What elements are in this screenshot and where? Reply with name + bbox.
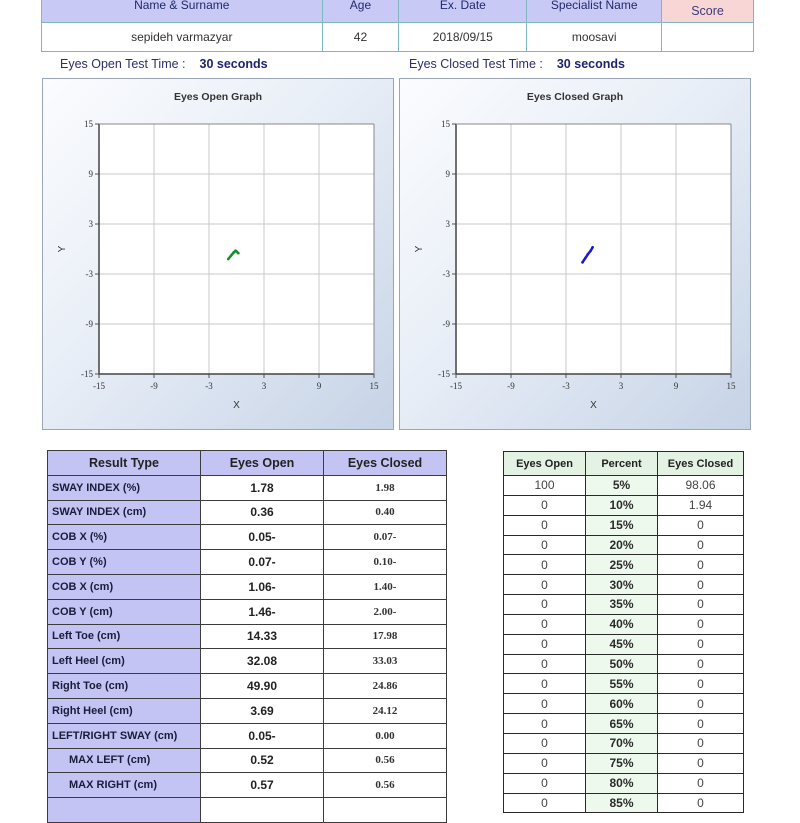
percent-eyes-closed-value: 0	[658, 555, 744, 575]
percent-eyes-closed-value: 1.94	[658, 495, 744, 515]
results-header-closed: Eyes Closed	[324, 451, 447, 476]
eyes-open-value	[201, 798, 324, 823]
x-tick-label: -9	[150, 381, 158, 391]
result-type-label: Right Toe (cm)	[48, 674, 201, 699]
percent-eyes-closed-value: 0	[658, 575, 744, 595]
eyes-closed-graph-panel	[399, 78, 751, 430]
results-row	[48, 500, 447, 525]
percent-row	[504, 793, 744, 813]
y-tick-label: -15	[438, 369, 450, 379]
percent-eyes-open-value: 0	[504, 733, 586, 753]
result-type-label: Left Heel (cm)	[48, 649, 201, 674]
eyes-open-graph-title: Eyes Open Graph	[173, 91, 263, 103]
percent-eyes-closed-value: 0	[658, 733, 744, 753]
results-header-row	[48, 451, 447, 476]
percent-value: 10%	[586, 495, 658, 515]
percent-eyes-closed-value: 0	[658, 674, 744, 694]
percent-eyes-open-value: 0	[504, 595, 586, 615]
results-row	[48, 748, 447, 773]
result-type-label: MAX RIGHT (cm)	[48, 773, 201, 798]
result-type-label: MAX LEFT (cm)	[48, 748, 201, 773]
sway-point	[235, 250, 238, 253]
percent-eyes-closed-value: 0	[658, 793, 744, 813]
eyes-open-value: 0.52	[201, 748, 324, 773]
percent-eyes-closed-value: 0	[658, 773, 744, 793]
eyes-closed-value: 1.98	[324, 475, 447, 500]
results-row	[48, 649, 447, 674]
header-name: Name & Surname	[42, 0, 323, 23]
percent-value: 70%	[586, 733, 658, 753]
percent-value: 20%	[586, 535, 658, 555]
eyes-open-graph	[43, 79, 395, 431]
specialist-name: moosavi	[527, 23, 662, 52]
y-tick-label: 3	[445, 219, 450, 229]
sway-point	[589, 249, 592, 252]
percent-row	[504, 773, 744, 793]
eyes-closed-graph-title: Eyes Closed Graph	[526, 91, 624, 103]
eyes-open-graph-panel	[42, 78, 394, 430]
percent-row	[504, 733, 744, 753]
plot-area	[99, 124, 374, 374]
percent-value: 5%	[586, 476, 658, 496]
eyes-open-value: 1.78	[201, 475, 324, 500]
eyes-closed-value: 17.98	[324, 624, 447, 649]
patient-info-table	[41, 0, 754, 52]
percent-value: 40%	[586, 614, 658, 634]
percent-header-percent: Percent	[586, 452, 658, 476]
x-tick-label: 3	[261, 381, 267, 391]
percent-eyes-open-value: 0	[504, 773, 586, 793]
eyes-closed-graph	[400, 79, 752, 431]
eyes-closed-value: 33.03	[324, 649, 447, 674]
x-tick-label: 15	[726, 381, 736, 391]
percent-eyes-closed-value: 0	[658, 535, 744, 555]
percent-row	[504, 535, 744, 555]
percent-value: 60%	[586, 694, 658, 714]
percent-eyes-closed-value: 0	[658, 614, 744, 634]
percent-row	[504, 634, 744, 654]
percent-eyes-open-value: 0	[504, 495, 586, 515]
eyes-open-value: 0.07-	[201, 550, 324, 575]
percent-eyes-open-value: 0	[504, 515, 586, 535]
header-score: Score	[662, 0, 754, 23]
y-tick-label: 9	[445, 169, 450, 179]
percent-value: 25%	[586, 555, 658, 575]
eyes-closed-value: 0.10-	[324, 550, 447, 575]
y-tick-label: -15	[81, 369, 93, 379]
percent-eyes-open-value: 0	[504, 714, 586, 734]
percent-row	[504, 515, 744, 535]
percent-row	[504, 753, 744, 773]
percent-header-row	[504, 452, 744, 476]
eyes-open-value: 0.36	[201, 500, 324, 525]
percent-row	[504, 694, 744, 714]
exam-date: 2018/09/15	[399, 23, 527, 52]
sway-point	[581, 261, 584, 264]
y-tick-label: -3	[442, 269, 450, 279]
sway-point	[587, 253, 590, 256]
x-tick-label: -15	[93, 381, 105, 391]
results-row	[48, 674, 447, 699]
y-tick-label: -9	[442, 319, 450, 329]
eyes-closed-value: 1.40-	[324, 574, 447, 599]
header-exam-date: Ex. Date	[399, 0, 527, 23]
eyes-open-value: 14.33	[201, 624, 324, 649]
percent-header-open: Eyes Open	[504, 452, 586, 476]
percent-value: 35%	[586, 595, 658, 615]
eyes-closed-test-time-label: Eyes Closed Test Time :	[409, 57, 543, 71]
percent-value: 55%	[586, 674, 658, 694]
results-row	[48, 525, 447, 550]
eyes-closed-value: 0.40	[324, 500, 447, 525]
eyes-open-value: 49.90	[201, 674, 324, 699]
percent-eyes-open-value: 0	[504, 614, 586, 634]
eyes-open-test-time-label: Eyes Open Test Time :	[60, 57, 186, 71]
result-type-label: COB X (cm)	[48, 574, 201, 599]
eyes-open-test-time-value: 30 seconds	[199, 57, 268, 71]
eyes-closed-value: 0.56	[324, 773, 447, 798]
percent-eyes-open-value: 0	[504, 793, 586, 813]
results-row	[48, 723, 447, 748]
result-type-label: COB X (%)	[48, 525, 201, 550]
percent-row	[504, 495, 744, 515]
percent-eyes-closed-value: 0	[658, 634, 744, 654]
eyes-open-value: 0.57	[201, 773, 324, 798]
results-row	[48, 550, 447, 575]
eyes-closed-value: 0.56	[324, 748, 447, 773]
percent-eyes-closed-value: 0	[658, 595, 744, 615]
result-type-label: Left Toe (cm)	[48, 624, 201, 649]
x-tick-label: -9	[507, 381, 515, 391]
percent-row	[504, 654, 744, 674]
plot-area	[456, 124, 731, 374]
percent-row	[504, 714, 744, 734]
percent-value: 30%	[586, 575, 658, 595]
x-tick-label: 3	[618, 381, 624, 391]
percent-row	[504, 674, 744, 694]
percent-value: 45%	[586, 634, 658, 654]
results-row	[48, 574, 447, 599]
header-age: Age	[322, 0, 399, 23]
eyes-open-value: 0.05-	[201, 525, 324, 550]
percent-value: 50%	[586, 654, 658, 674]
eyes-closed-value: 0.00	[324, 723, 447, 748]
eyes-open-value: 1.06-	[201, 574, 324, 599]
percent-eyes-open-value: 0	[504, 694, 586, 714]
percent-eyes-closed-value: 0	[658, 694, 744, 714]
y-tick-label: -9	[85, 319, 93, 329]
percent-eyes-closed-value: 0	[658, 753, 744, 773]
percent-row	[504, 555, 744, 575]
y-axis-label: Y	[57, 245, 68, 253]
percent-eyes-closed-value: 0	[658, 654, 744, 674]
x-tick-label: -15	[450, 381, 462, 391]
percent-eyes-open-value: 0	[504, 753, 586, 773]
results-row	[48, 698, 447, 723]
eyes-closed-test-time-value: 30 seconds	[556, 57, 625, 71]
percent-eyes-closed-value: 0	[658, 714, 744, 734]
x-tick-label: 9	[673, 381, 679, 391]
eyes-closed-value: 0.07-	[324, 525, 447, 550]
x-tick-label: 9	[316, 381, 322, 391]
header-specialist: Specialist Name	[527, 0, 662, 23]
patient-info-value-row	[42, 23, 754, 52]
y-axis-label: Y	[414, 245, 425, 253]
patient-age: 42	[322, 23, 399, 52]
result-type-label: COB Y (%)	[48, 550, 201, 575]
eyes-open-value: 3.69	[201, 698, 324, 723]
eyes-closed-value: 24.86	[324, 674, 447, 699]
x-tick-label: -3	[205, 381, 213, 391]
result-type-label: COB Y (cm)	[48, 599, 201, 624]
patient-name: sepideh varmazyar	[42, 23, 323, 52]
results-row	[48, 475, 447, 500]
results-row	[48, 798, 447, 823]
result-type-label: SWAY INDEX (%)	[48, 475, 201, 500]
sway-point	[584, 257, 587, 260]
percent-eyes-open-value: 0	[504, 555, 586, 575]
percent-row	[504, 595, 744, 615]
percent-eyes-closed-value: 0	[658, 515, 744, 535]
percent-eyes-closed-value: 98.06	[658, 476, 744, 496]
percent-header-closed: Eyes Closed	[658, 452, 744, 476]
eyes-closed-test-time	[409, 57, 625, 71]
y-tick-label: 9	[88, 169, 93, 179]
result-type-label: Right Heel (cm)	[48, 698, 201, 723]
results-row	[48, 773, 447, 798]
sway-point	[591, 246, 594, 249]
y-tick-label: -3	[85, 269, 93, 279]
results-row	[48, 599, 447, 624]
percent-value: 80%	[586, 773, 658, 793]
eyes-open-value: 1.46-	[201, 599, 324, 624]
y-tick-label: 15	[84, 119, 93, 129]
eyes-closed-value: 24.12	[324, 698, 447, 723]
eyes-closed-value	[324, 798, 447, 823]
y-tick-label: 15	[441, 119, 450, 129]
percent-eyes-open-value: 0	[504, 575, 586, 595]
x-tick-label: -3	[562, 381, 570, 391]
percent-eyes-open-value: 0	[504, 654, 586, 674]
eyes-open-value: 32.08	[201, 649, 324, 674]
y-tick-label: 3	[88, 219, 93, 229]
results-header-open: Eyes Open	[201, 451, 324, 476]
percent-eyes-open-value: 0	[504, 674, 586, 694]
results-header-type: Result Type	[48, 451, 201, 476]
percent-row	[504, 476, 744, 496]
percent-value: 65%	[586, 714, 658, 734]
eyes-open-value: 0.05-	[201, 723, 324, 748]
x-axis-label: X	[590, 400, 597, 411]
percent-value: 75%	[586, 753, 658, 773]
result-type-label: LEFT/RIGHT SWAY (cm)	[48, 723, 201, 748]
sway-point	[227, 258, 230, 261]
result-type-label: SWAY INDEX (cm)	[48, 500, 201, 525]
percent-eyes-open-value: 100	[504, 476, 586, 496]
x-axis-label: X	[233, 400, 240, 411]
percent-row	[504, 575, 744, 595]
x-tick-label: 15	[369, 381, 379, 391]
eyes-open-test-time	[60, 57, 268, 71]
sway-point	[230, 254, 233, 257]
percent-eyes-open-value: 0	[504, 535, 586, 555]
percent-value: 85%	[586, 793, 658, 813]
results-row	[48, 624, 447, 649]
eyes-closed-value: 2.00-	[324, 599, 447, 624]
percent-value: 15%	[586, 515, 658, 535]
percent-table	[503, 451, 744, 813]
percent-row	[504, 614, 744, 634]
result-type-label	[48, 798, 201, 823]
patient-info-header-row	[42, 0, 754, 23]
results-table	[47, 450, 447, 823]
percent-eyes-open-value: 0	[504, 634, 586, 654]
score-value	[662, 23, 754, 52]
